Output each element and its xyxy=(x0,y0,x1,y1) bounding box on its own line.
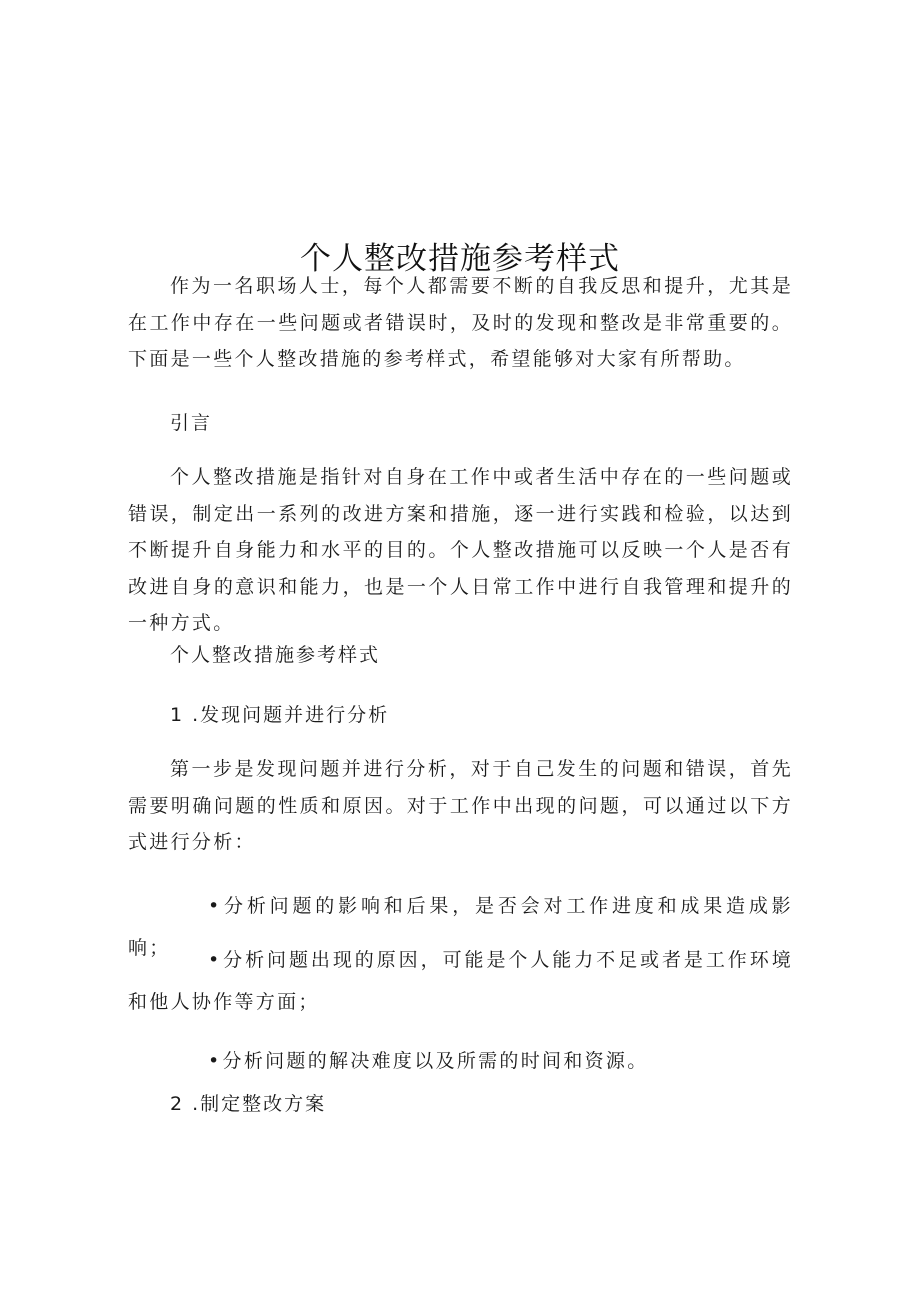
intro-paragraph: 作为一名职场人士，每个人都需要不断的自我反思和提升，尤其是在工作中存在一些问题或者错误时，及时的发现和整改是非常重要的。下面是一些个人整改措施的参考样式，希望能够对大家有所帮助。 xyxy=(128,275,793,370)
preface-paragraph: 个人整改措施是指针对自身在工作中或者生活中存在的一些问题或错误，制定出一系列的改进方案和措施，逐一进行实践和检验，以达到不断提升自身能力和水平的目的。个人整改措施可以反映一个人是否有改进自身的意识和能力，也是一个人日常工作中进行自我管理和提升的一种方式。 xyxy=(128,466,793,634)
bullet-text: 分析问题的解决难度以及所需的时间和资源。 xyxy=(222,1050,649,1072)
bullet-text: 分析问题的影响和后果，是否会对工作进度和成果造成影响； xyxy=(128,895,793,959)
bullet-item xyxy=(128,939,793,1023)
bullet-text: 分析问题出现的原因，可能是个人能力不足或者是工作环境和他人协作等方面； xyxy=(128,949,793,1013)
step1-paragraph: 第一步是发现问题并进行分析，对于自己发生的问题和错误，首先需要明确问题的性质和原因。对于工作中出现的问题，可以通过以下方式进行分析： xyxy=(128,758,793,853)
bullet-marker: • xyxy=(208,1050,222,1072)
bullet-item xyxy=(128,1040,793,1082)
document-title: 个人整改措施参考样式 xyxy=(300,240,620,277)
step2-heading: 2 .制定整改方案 xyxy=(170,1093,327,1115)
section-heading-styles: 个人整改措施参考样式 xyxy=(170,644,381,666)
step1-heading: 1 .发现问题并进行分析 xyxy=(170,704,390,726)
bullet-marker: • xyxy=(208,949,222,971)
section-heading-preface: 引言 xyxy=(170,412,213,434)
bullet-marker: • xyxy=(208,895,222,917)
